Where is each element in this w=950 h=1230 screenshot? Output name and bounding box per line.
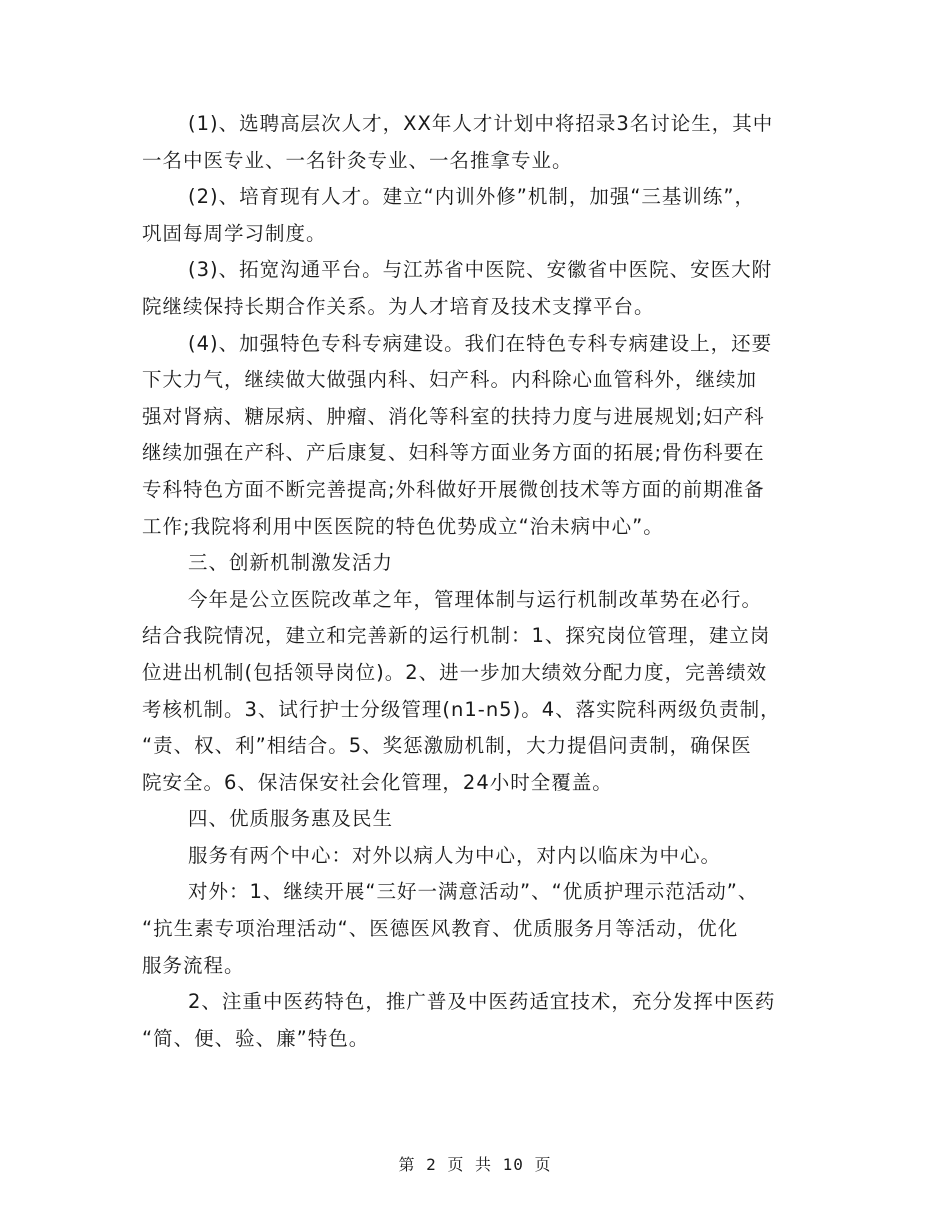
document-body xyxy=(142,106,814,1057)
text-line: 一名中医专业、一名针灸专业、一名推拿专业。 xyxy=(142,148,573,172)
text-line: (1)、选聘高层次人才，XX年人才计划中将招录3名讨论生，其中 xyxy=(188,112,774,135)
text-line: (2)、培育现有人才。建立“内训外修”机制，加强“三基训练”， xyxy=(188,185,756,209)
text-line: 专科特色方面不断完善提高;外科做好开展微创技术等方面的前期准备 xyxy=(142,477,765,501)
text-line: 继续加强在产科、产后康复、妇科等方面业务方面的拓展;骨伤科要在 xyxy=(142,441,765,465)
text-line: (3)、拓宽沟通平台。与江苏省中医院、安徽省中医院、安医大附 xyxy=(188,258,773,282)
text-line: 工作;我院将利用中医医院的特色优势成立“治未病中心”。 xyxy=(142,514,664,538)
text-line: 考核机制。3、试行护士分级管理(n1-n5)。4、落实院科两级负责制， xyxy=(142,697,781,721)
text-line: 位进出机制(包括领导岗位)。2、进一步加大绩效分配力度，完善绩效 xyxy=(142,660,768,684)
text-line: 强对肾病、糖尿病、肿瘤、消化等科室的扶持力度与进展规划;妇产科 xyxy=(142,404,765,428)
text-line: 四、优质服务惠及民生 xyxy=(188,807,394,831)
text-line: 服务有两个中心：对外以病人为中心，对内以临床为中心。 xyxy=(188,843,722,867)
text-line: “抗生素专项治理活动“、医德医风教育、优质服务月等活动，优化 xyxy=(142,917,739,941)
text-line: 2、注重中医药特色，推广普及中医药适宜技术，充分发挥中医药 xyxy=(188,990,776,1014)
text-line: 院安全。6、保洁保安社会化管理，24小时全覆盖。 xyxy=(142,770,613,794)
text-line: 今年是公立医院改革之年，管理体制与运行机制改革势在必行。 xyxy=(188,587,763,611)
text-line: (4)、加强特色专科专病建设。我们在特色专科专病建设上，还要 xyxy=(188,331,773,355)
text-line: “简、便、验、廉”特色。 xyxy=(142,1026,370,1050)
text-line: 结合我院情况，建立和完善新的运行机制：1、探究岗位管理，建立岗 xyxy=(142,624,771,648)
text-line: 下大力气，继续做大做强内科、妇产科。内科除心血管科外，继续加 xyxy=(142,368,758,392)
text-line: 院继续保持长期合作关系。为人才培育及技术支撑平台。 xyxy=(142,294,655,318)
text-line: “责、权、利”相结合。5、奖惩激励机制，大力提倡问责制，确保医 xyxy=(142,734,752,758)
page-number-footer: 第 2 页 共 10 页 xyxy=(398,1155,552,1174)
text-line: 巩固每周学习制度。 xyxy=(142,221,327,245)
text-line: 对外：1、继续开展“三好一满意活动”、“优质护理示范活动”、 xyxy=(188,880,759,904)
text-line: 服务流程。 xyxy=(142,953,245,977)
text-line: 三、创新机制激发活力 xyxy=(188,551,394,575)
